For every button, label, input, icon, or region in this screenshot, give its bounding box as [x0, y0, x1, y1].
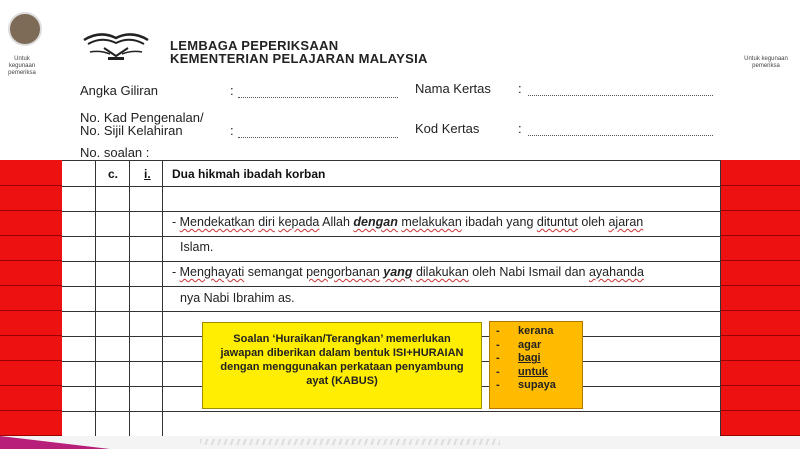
connector-item: - untuk	[496, 365, 548, 378]
connector-item: - bagi	[496, 352, 541, 365]
table-column-line	[129, 160, 130, 436]
footer-accent-triangle	[0, 436, 110, 449]
question-sub: i.	[144, 167, 151, 181]
red-margin-cell	[720, 411, 800, 436]
table-row-line	[62, 411, 720, 412]
connector-item: - kerana	[496, 325, 554, 337]
red-margin-cell	[0, 236, 62, 261]
note-line: jawapan diberikan dalam bentuk ISI+HURAIAN	[220, 347, 464, 359]
red-margin-cell	[720, 261, 800, 286]
red-margin-cell	[720, 286, 800, 311]
red-margin-cell	[0, 336, 62, 361]
table-row-line	[62, 236, 720, 237]
answer-1-line-1: - Mendekatkan diri kepada Allah dengan melakukan ibadah yang dituntut oleh ajaran	[172, 215, 644, 229]
colon-1: :	[230, 83, 234, 98]
note-line: Soalan ‘Huraikan/Terangkan’ memerlukan	[233, 333, 451, 345]
org-name-line2: KEMENTERIAN PELAJARAN MALAYSIA	[170, 51, 428, 66]
label-kod-kertas: Kod Kertas	[415, 121, 480, 136]
red-margin-cell	[720, 236, 800, 261]
table-row-line	[62, 311, 720, 312]
red-margin-cell	[720, 361, 800, 386]
table-row-line	[62, 211, 720, 212]
red-margin-cell	[0, 160, 62, 186]
table-column-line	[162, 160, 163, 436]
colon-4: :	[518, 121, 522, 136]
table-row-line	[62, 186, 720, 187]
examiner-note-left: Untuk kegunaan pemeriksa	[8, 56, 36, 76]
footer-stripe	[200, 439, 500, 445]
answer-2-line-2: nya Nabi Ibrahim as.	[180, 291, 295, 305]
punch-hole-icon	[8, 12, 42, 46]
red-margin-cell	[0, 386, 62, 411]
org-name-line1: LEMBAGA PEPERIKSAAN	[170, 38, 339, 53]
label-sijil-kelahiran: No. Sijil Kelahiran	[80, 123, 183, 138]
red-margin-cell	[720, 386, 800, 411]
label-no-soalan: No. soalan :	[80, 145, 150, 160]
question-part: c.	[108, 167, 119, 181]
answer-1-line-2: Islam.	[180, 240, 214, 254]
note-line: dengan menggunakan perkataan penyambung	[220, 361, 464, 373]
red-margin-cell	[0, 286, 62, 311]
huraikan-note-box	[202, 322, 482, 409]
label-kad-pengenalan: No. Kad Pengenalan/	[80, 110, 204, 125]
red-margin-cell	[720, 186, 800, 211]
table-row-line	[62, 160, 720, 161]
field-kad-pengenalan[interactable]	[238, 137, 398, 138]
red-margin-cell	[720, 211, 800, 236]
colon-2: :	[518, 81, 522, 96]
red-margin-cell	[0, 186, 62, 211]
lpm-logo-icon	[80, 26, 152, 64]
table-row-line	[62, 261, 720, 262]
table-column-line	[720, 160, 721, 436]
red-margin-cell	[0, 361, 62, 386]
field-angka-giliran[interactable]	[238, 97, 398, 98]
red-margin-cell	[0, 211, 62, 236]
red-margin-cell	[720, 336, 800, 361]
red-margin-cell	[720, 311, 800, 336]
note-line: ayat (KABUS)	[306, 375, 378, 387]
table-row-line	[62, 286, 720, 287]
answer-2-line-1: - Menghayati semangat pengorbanan yang dilakukan oleh Nabi Ismail dan ayahanda	[172, 265, 644, 279]
field-kod-kertas[interactable]	[528, 135, 713, 136]
table-column-line	[95, 160, 96, 436]
connector-item: - supaya	[496, 379, 556, 392]
examiner-note-right: Untuk kegunaan pemeriksa	[744, 56, 788, 69]
red-margin-cell	[0, 311, 62, 336]
red-margin-cell	[0, 411, 62, 436]
red-margin-cell	[720, 160, 800, 186]
red-margin-cell	[0, 261, 62, 286]
label-nama-kertas: Nama Kertas	[415, 81, 491, 96]
connector-item: - agar	[496, 338, 542, 351]
question-text: Dua hikmah ibadah korban	[172, 167, 326, 181]
connector-words-box	[489, 321, 583, 409]
colon-3: :	[230, 123, 234, 138]
field-nama-kertas[interactable]	[528, 95, 713, 96]
label-angka-giliran: Angka Giliran	[80, 83, 159, 98]
